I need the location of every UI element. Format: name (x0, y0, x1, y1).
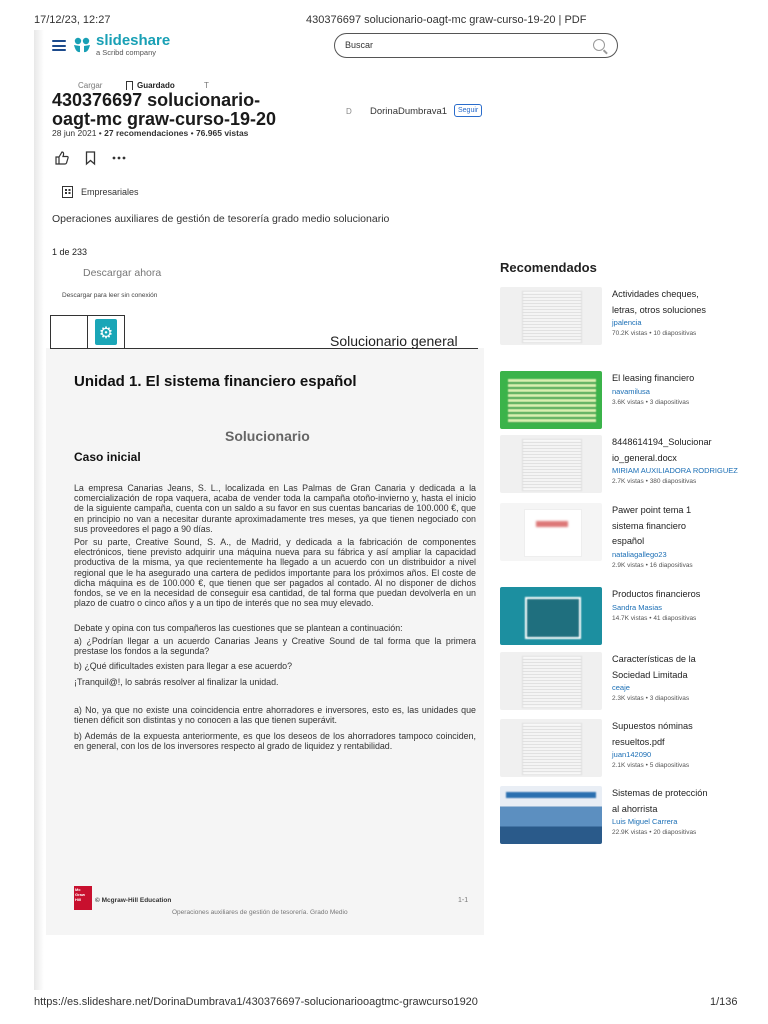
doc-views: 76.965 vistas (195, 128, 249, 138)
logo-name: slideshare (96, 32, 171, 49)
bookmark-icon (126, 81, 133, 90)
recommended-item-author[interactable]: ceaje (612, 683, 630, 692)
download-offline-text: Descargar para leer sin conexión (62, 292, 158, 299)
gear-icon: ⚙ (95, 319, 117, 345)
solucionario-heading: Solucionario (225, 428, 310, 444)
unit-heading: Unidad 1. El sistema financiero español (74, 373, 357, 390)
recommended-thumbnail[interactable] (500, 287, 602, 345)
recommended-item[interactable] (500, 587, 710, 645)
recommended-item-author[interactable]: MIRIAM AUXILIADORA RODRIGUEZ (612, 466, 738, 475)
recommended-thumbnail[interactable] (500, 786, 602, 844)
recommended-item-stats: 2.3K vistas • 3 diapositivas (612, 695, 690, 702)
recommended-item-author[interactable]: Sandra Masias (612, 602, 663, 612)
author-name[interactable]: DorinaDumbrava1 (370, 106, 448, 117)
doc-header-title: Solucionario general (330, 333, 458, 349)
doc-recommendations: 27 recomendaciones (104, 128, 189, 138)
recommended-item-title[interactable]: El leasing financiero (612, 373, 695, 383)
recommended-item-author[interactable]: navamilusa (612, 386, 650, 396)
recommended-item-title[interactable]: Sistemas de protección al ahorrista (612, 788, 708, 814)
logo-subtitle: a Scribd company (96, 48, 157, 57)
print-url: https://es.slideshare.net/DorinaDumbrava1/430376697-solucionariooagtmc-grawcurso1920 (34, 996, 478, 1008)
recommended-item-stats: 2.7K vistas • 380 diapositivas (612, 478, 697, 485)
doc-footer-copyright: © Mcgraw-Hill Education (95, 897, 172, 904)
recommended-item-title[interactable]: 8448614194_Solucionario_general.docx (612, 437, 712, 463)
print-datetime: 17/12/23, 12:27 (34, 14, 111, 26)
recommended-item-title[interactable]: Actividades cheques, letras, otros soluciones (612, 289, 706, 315)
recommended-thumbnail[interactable] (500, 503, 602, 561)
print-page-number: 1/136 (710, 996, 738, 1008)
recommended-item-author[interactable]: Luis Miguel Carrera (612, 817, 678, 826)
more-options-icon[interactable] (112, 156, 126, 160)
recommended-thumbnail[interactable] (500, 719, 602, 777)
doc-footer-page: 1-1 (458, 897, 469, 904)
page-counter: 1 de 233 (52, 247, 88, 257)
recommended-item-title[interactable]: Características de la Sociedad Limitada (612, 654, 696, 680)
recommended-item[interactable] (500, 503, 710, 573)
answer-b: b) Además de la expuesta anteriormente, es que los deseos de los ahorradores tampoco coinciden, en general, con los de los inversores respecto al grado de liquidez y rentabilidad. (74, 731, 476, 752)
recommended-item-author[interactable]: juan142090 (612, 750, 652, 759)
recommended-item-stats: 2.9K vistas • 16 diapositivas (612, 561, 693, 569)
recommended-thumbnail[interactable] (500, 371, 602, 429)
recommended-thumbnail[interactable] (500, 587, 602, 645)
page-title: 430376697 solucionario-oagt-mc graw-curso-19-20 (52, 90, 277, 129)
question-b: b) ¿Qué dificultades existen para llegar a ese acuerdo? (74, 661, 293, 671)
action-bar (55, 151, 126, 165)
recommended-item-title[interactable]: Pawer point tema 1 sistema financiero español (612, 505, 692, 546)
recommended-item-author[interactable]: jpalencia (612, 318, 642, 327)
recommended-title: Recomendados (500, 260, 597, 275)
tranquil-note: ¡Tranquil@!, lo sabrás resolver al finalizar la unidad. (74, 677, 279, 687)
recommended-item[interactable] (500, 652, 710, 710)
recommended-item[interactable] (500, 287, 710, 349)
doc-settings-box (87, 315, 125, 349)
doc-date: 28 jun 2021 (52, 128, 97, 138)
recommended-item-stats: 14.7K vistas • 41 diapositivas (612, 614, 697, 622)
recommended-item-author[interactable]: nataliagallego23 (612, 549, 667, 559)
recommended-item-stats: 3.6K vistas • 3 diapositivas (612, 398, 690, 406)
search-icon[interactable] (593, 39, 605, 51)
doc-meta: 28 jun 2021 • 27 recomendaciones • 76.965 vistas (52, 128, 249, 138)
building-icon (62, 186, 73, 198)
recommended-thumbnail[interactable] (500, 652, 602, 710)
paragraph-1: La empresa Canarias Jeans, S. L., localizada en Las Palmas de Gran Canaria y dedicada a la comercialización de ropa vaquera, acaba de vender toda la campaña otoño-invierno y, hasta el inicio de la siguiente campaña, cuenta con un saldo a su favor en sus cuentas bancarias de 100.000 €, que en principio no van a necesitar durante aproximadamente tres meses, ya que tienen negociado con sus proveedores el pago a 90 días. (74, 483, 476, 534)
author-avatar[interactable]: D (346, 107, 352, 116)
mcgraw-hill-logo: Mc Graw Hill (74, 886, 92, 910)
search-input[interactable] (334, 33, 618, 58)
doc-footer-title: Operaciones auxiliares de gestión de tesorería. Grado Medio (172, 909, 348, 916)
category-label: Empresariales (81, 187, 139, 197)
tab-upload[interactable]: Cargar (78, 81, 103, 90)
tab-t[interactable]: T (204, 81, 209, 90)
like-icon[interactable] (55, 151, 69, 165)
tab-saved[interactable] (126, 81, 175, 90)
category-link[interactable] (62, 186, 139, 198)
answer-a: a) No, ya que no existe una coincidencia entre ahorradores e inversores, esto es, las unidades que tienen déficit son distintas y no conocen a las que tienen superávit. (74, 705, 476, 726)
print-tab-title: 430376697 solucionario-oagt-mc graw-curso-19-20 | PDF (306, 14, 587, 26)
question-a: a) ¿Podrían llegar a un acuerdo Canarias Jeans y Creative Sound de tal forma que la primera prestase los fondos a la segunda? (74, 636, 476, 657)
recommended-item-stats: 70.2K vistas • 10 diapositivas (612, 330, 697, 337)
recommended-item[interactable] (500, 786, 710, 856)
paragraph-2: Por su parte, Creative Sound, S. A., de Madrid, y dedicada a la fabricación de componentes electrónicos, tiene previsto adquirir una máquina nueva para su fábrica y así ampliar la capacidad productiva de la misma, ya que recientemente ha llegado a un acuerdo con un distribuidor a nivel regional que le ha asegurado una cartera de pedidos importante para los próximos años. El coste de dicha máquina es de 100.000 €, que tienen que ser pagados al contado. Al no disponer de dichos fondos, se ve en la necesidad de conseguir esa cantidad, de tal forma que puedan devolverla en un plazo de cuatro o cinco años y a un tipo de interés que no sea muy elevado. (74, 537, 476, 609)
slideshare-logo[interactable] (72, 33, 170, 57)
caso-heading: Caso inicial (74, 450, 141, 464)
paragraph-3: Debate y opina con tus compañeros las cuestiones que se plantean a continuación: (74, 623, 403, 633)
download-now-button[interactable]: Descargar ahora (83, 267, 162, 279)
recommended-thumbnail[interactable] (500, 435, 602, 493)
recommended-item[interactable] (500, 371, 710, 429)
doc-description: Operaciones auxiliares de gestión de tesorería grado medio solucionario (52, 213, 390, 225)
slideshare-logo-icon (72, 35, 92, 55)
recommended-item[interactable] (500, 435, 738, 493)
save-bookmark-icon[interactable] (85, 151, 96, 165)
recommended-item-title[interactable]: Supuestos nóminas resueltos.pdf (612, 721, 693, 747)
doc-thumbnail-frame (50, 315, 87, 349)
tab-saved-label: Guardado (137, 81, 175, 90)
search-placeholder: Buscar (345, 40, 374, 50)
recommended-item-stats: 22.9K vistas • 20 diapositivas (612, 829, 697, 836)
recommended-item-title[interactable]: Productos financieros (612, 589, 701, 599)
follow-button[interactable]: Seguir (454, 104, 482, 117)
recommended-item-stats: 2.1K vistas • 5 diapositivas (612, 762, 690, 769)
page-edge-shadow (34, 30, 44, 990)
recommended-item[interactable] (500, 719, 710, 777)
hamburger-menu-icon[interactable] (52, 40, 66, 51)
